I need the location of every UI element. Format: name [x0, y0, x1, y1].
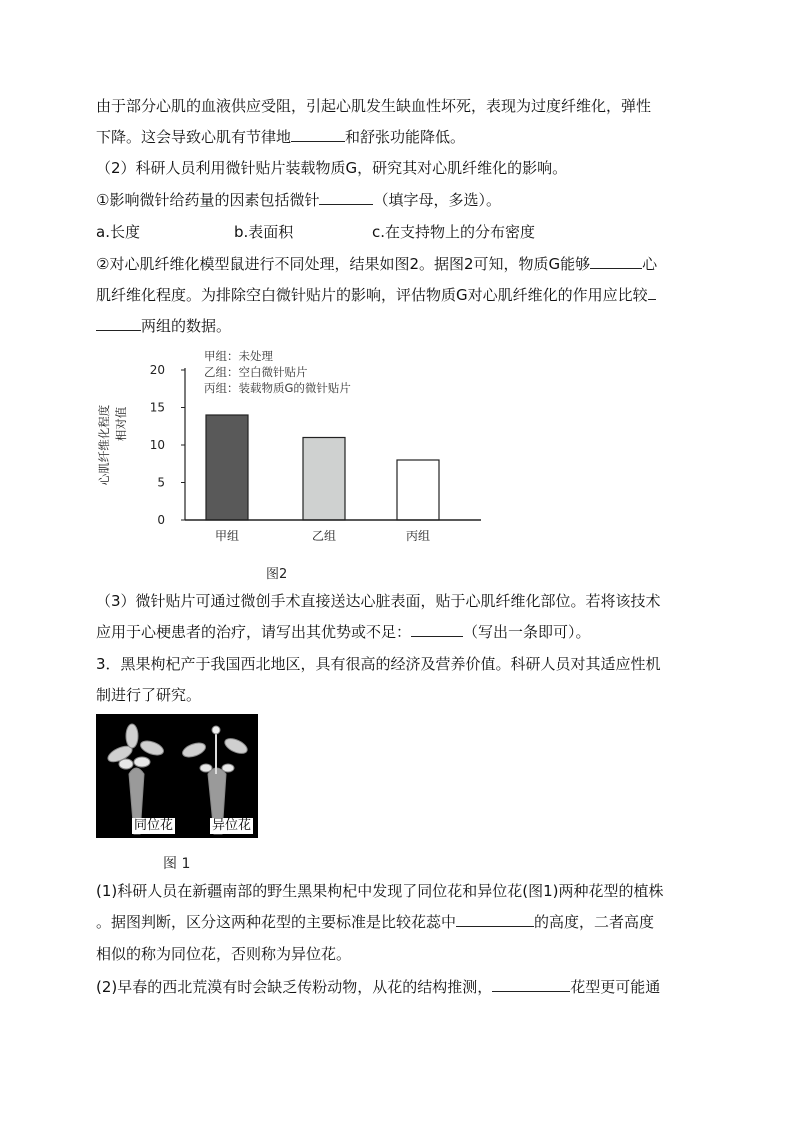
y-axis	[150, 363, 185, 527]
bar-2	[303, 438, 345, 521]
option-a: a.长度	[96, 223, 140, 241]
answer-blank[interactable]	[291, 127, 345, 142]
y-tick-label: 10	[149, 438, 165, 452]
x-axis	[185, 520, 481, 542]
y-axis-label	[97, 404, 128, 485]
x-tick-label: 乙组	[311, 529, 337, 542]
flower-photo	[96, 714, 258, 838]
y-label-line-2: 相对值	[114, 406, 128, 442]
answer-blank[interactable]	[96, 316, 141, 331]
paragraph-line: 由于部分心肌的血液供应受阻，引起心肌发生缺血性坏死，表现为过度纤维化，弹性	[96, 97, 652, 115]
question-line: ②对心肌纤维化模型鼠进行不同处理，结果如图2。据图2可知，物质G能够 心	[96, 255, 658, 273]
y-tick-label: 15	[149, 400, 165, 415]
option-c: c.在支持物上的分布密度	[372, 223, 536, 241]
paragraph-line: (2)早春的西北荒漠有时会缺乏传粉动物，从花的结构推测， 花型更可能通	[96, 978, 661, 996]
y-tick-label: 20	[149, 363, 165, 377]
answer-blank[interactable]	[492, 977, 570, 992]
paragraph-line: 制进行了研究。	[96, 686, 202, 704]
x-tick-label: 丙组	[405, 529, 431, 542]
chart-legend	[204, 349, 351, 395]
y-tick-label: 0	[157, 513, 165, 527]
paragraph-line: 3．黑果枸杞产于我国西北地区，具有很高的经济及营养价值。科研人员对其适应性机	[96, 655, 661, 673]
bar-1	[206, 415, 248, 520]
option-b: b.表面积	[234, 223, 294, 241]
label-heterostylous: 异位花	[212, 818, 252, 833]
y-tick-label: 5	[157, 475, 165, 490]
answer-blank[interactable]	[648, 285, 656, 300]
paragraph-line: （3）微针贴片可通过微创手术直接送达心脏表面，贴于心肌纤维化部位。若将该技术	[96, 592, 661, 610]
legend-entry: 甲组：未处理	[204, 349, 273, 363]
question-line: 肌纤维化程度。为排除空白微针贴片的影响，评估物质G对心肌纤维化的作用应比较	[96, 285, 656, 305]
bar-chart	[96, 342, 496, 542]
paragraph-line: 下降。这会导致心肌有节律地 和舒张功能降低。	[96, 128, 466, 146]
paragraph-line: 应用于心梗患者的治疗，请写出其优势或不足： （写出一条即可）。	[96, 623, 591, 641]
answer-blank[interactable]	[456, 912, 534, 927]
bars	[206, 415, 439, 520]
question-line: 两组的数据。	[96, 316, 231, 336]
figure-1-caption: 图 1	[163, 856, 191, 872]
figure-2-caption: 图2	[266, 567, 288, 582]
legend-entry: 丙组：装载物质G的微针贴片	[204, 381, 351, 395]
paragraph-line: 相似的称为同位花，否则称为异位花。	[96, 945, 352, 963]
paragraph-line: (1)科研人员在新疆南部的野生黑果枸杞中发现了同位花和异位花(图1)两种花型的植株	[96, 882, 664, 900]
answer-blank[interactable]	[590, 254, 642, 269]
label-homostylous: 同位花	[134, 818, 174, 833]
y-label-line-1: 心肌纤维化程度	[97, 404, 111, 486]
answer-blank[interactable]	[411, 622, 463, 637]
question-line: ①影响微针给药量的因素包括微针 （填字母，多选）。	[96, 191, 501, 209]
paragraph-line: （2）科研人员利用微针贴片装载物质G，研究其对心肌纤维化的影响。	[96, 159, 568, 177]
answer-blank[interactable]	[319, 190, 373, 205]
bar-3	[397, 460, 439, 520]
legend-entry: 乙组：空白微针贴片	[204, 365, 308, 379]
paragraph-line: 。据图判断，区分这两种花型的主要标准是比较花蕊中 的高度，二者高度	[96, 913, 655, 931]
x-tick-label: 甲组	[214, 529, 240, 542]
